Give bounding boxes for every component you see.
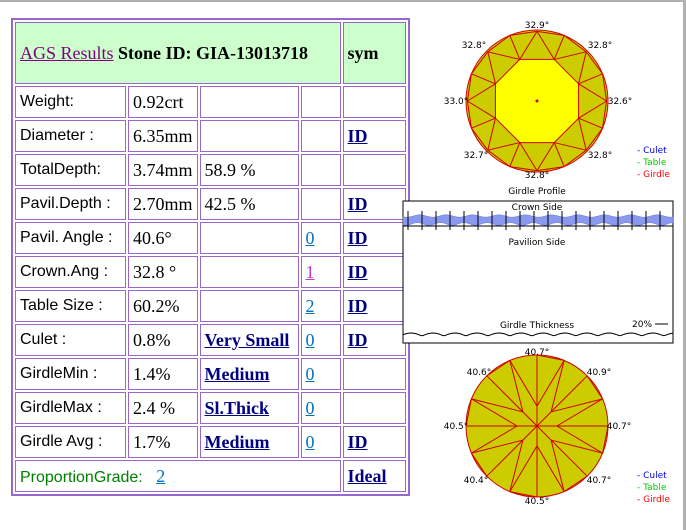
- row-label-cell: Culet :: [15, 324, 126, 356]
- crown-legend-culet: - Culet: [637, 146, 667, 156]
- row-descriptor-cell: [200, 86, 299, 118]
- row-label-cell: Diameter :: [15, 120, 126, 152]
- table-row: [15, 222, 406, 254]
- crown-angle-top-left: 32.8°: [461, 41, 487, 51]
- row-id-cell: [343, 188, 406, 220]
- row-number-cell: [301, 120, 341, 152]
- row-descriptor-cell: [200, 256, 299, 288]
- row-number-cell: [301, 222, 341, 254]
- row-label-cell: Pavil. Angle :: [15, 222, 126, 254]
- crown-diagram-svg: [430, 15, 680, 195]
- crown-angle-right: 32.6°: [607, 97, 633, 107]
- table-row: [15, 426, 406, 458]
- row-id-cell: [343, 358, 406, 390]
- row-label-cell: TotalDepth:: [15, 154, 126, 186]
- table-row: [15, 358, 406, 390]
- pavilion-angle-bottom-left: 40.4°: [463, 476, 489, 486]
- table-row: [15, 324, 406, 356]
- row-id-cell: [343, 392, 406, 424]
- crown-angle-bottom: 32.8°: [524, 171, 550, 181]
- proportion-grade-number-link[interactable]: 2: [156, 465, 166, 486]
- row-value-cell: 40.6°: [128, 222, 198, 254]
- pavilion-diagram: [430, 343, 680, 523]
- row-number-cell: [301, 392, 341, 424]
- pavilion-angle-top-left: 40.6°: [466, 368, 492, 378]
- row-descriptor-link[interactable]: Medium: [204, 363, 270, 384]
- girdle-thickness-scale: 20%: [632, 320, 653, 330]
- row-descriptor-link[interactable]: Medium: [204, 431, 270, 452]
- window-top-border: [0, 0, 686, 2]
- header-cell: [15, 22, 341, 84]
- pavilion-diagram-svg: [430, 343, 680, 523]
- row-label-cell: Table Size :: [15, 290, 126, 322]
- crown-angle-top: 32.9°: [524, 21, 550, 31]
- row-descriptor-link[interactable]: Very Small: [204, 329, 290, 350]
- row-id-cell: [343, 290, 406, 322]
- row-number-cell: [301, 324, 341, 356]
- proportion-grade-value-cell: [343, 460, 406, 492]
- header-row: [15, 22, 406, 84]
- row-value-cell: 32.8 °: [128, 256, 198, 288]
- row-number-cell: [301, 358, 341, 390]
- table-row: [15, 290, 406, 322]
- row-value-cell: 60.2%: [128, 290, 198, 322]
- row-descriptor-cell: [200, 392, 299, 424]
- crown-diagram: [430, 15, 680, 195]
- row-label-cell: GirdleMin :: [15, 358, 126, 390]
- row-number-cell: [301, 154, 341, 186]
- girdle-profile-title: Girdle Profile: [508, 187, 566, 197]
- proportion-grade-cell: [15, 460, 341, 492]
- table-row: [15, 120, 406, 152]
- row-value-cell: 1.7%: [128, 426, 198, 458]
- stone-id-text: Stone ID: GIA-13013718: [118, 43, 309, 63]
- row-number-cell: [301, 256, 341, 288]
- row-id-link[interactable]: ID: [347, 261, 368, 282]
- pavilion-angle-top: 40.7°: [524, 348, 550, 358]
- row-value-cell: 6.35mm: [128, 120, 198, 152]
- row-value-cell: 0.92crt: [128, 86, 198, 118]
- row-id-cell: [343, 256, 406, 288]
- crown-angle-top-right: 32.8°: [587, 41, 613, 51]
- row-number-link[interactable]: 0: [305, 329, 315, 350]
- row-label-cell: Pavil.Depth :: [15, 188, 126, 220]
- row-number-link[interactable]: 1: [305, 261, 315, 282]
- crown-legend-girdle: - Girdle: [637, 170, 670, 180]
- row-descriptor-link[interactable]: Sl.Thick: [204, 397, 270, 418]
- pavilion-angle-right: 40.7°: [606, 422, 632, 432]
- pavilion-side-label: Pavilion Side: [508, 238, 566, 248]
- row-number-link[interactable]: 0: [305, 397, 315, 418]
- row-id-link[interactable]: ID: [347, 193, 368, 214]
- row-label-cell: GirdleMax :: [15, 392, 126, 424]
- proportion-grade-label: ProportionGrade:: [20, 468, 143, 486]
- row-descriptor-cell: 58.9 %: [200, 154, 299, 186]
- results-rows: [15, 86, 406, 458]
- table-row: [15, 392, 406, 424]
- pavilion-legend-girdle: - Girdle: [637, 495, 670, 505]
- crown-side-label: Crown Side: [511, 203, 563, 213]
- row-descriptor-cell: 42.5 %: [200, 188, 299, 220]
- girdle-profile-svg: [400, 183, 676, 345]
- row-number-cell: [301, 290, 341, 322]
- row-id-link[interactable]: ID: [347, 227, 368, 248]
- table-row: [15, 86, 406, 118]
- row-value-cell: 2.70mm: [128, 188, 198, 220]
- row-id-link[interactable]: ID: [347, 125, 368, 146]
- row-id-cell: [343, 324, 406, 356]
- row-value-cell: 3.74mm: [128, 154, 198, 186]
- row-number-cell: [301, 86, 341, 118]
- crown-angle-left: 33.0°: [443, 97, 469, 107]
- pavilion-legend-culet: - Culet: [637, 471, 667, 481]
- ags-results-link[interactable]: AGS Results: [20, 43, 114, 63]
- row-number-cell: [301, 188, 341, 220]
- results-table: [11, 18, 410, 496]
- table-row: [15, 188, 406, 220]
- footer-row: [15, 460, 406, 492]
- row-number-link[interactable]: 0: [305, 363, 315, 384]
- row-descriptor-cell: [200, 222, 299, 254]
- girdle-profile: [400, 183, 676, 345]
- pavilion-angle-bottom: 40.5°: [524, 497, 550, 507]
- girdle-thickness-label: Girdle Thickness: [499, 321, 575, 331]
- row-id-cell: [343, 426, 406, 458]
- crown-angle-bottom-right: 32.8°: [587, 151, 613, 161]
- row-value-cell: 1.4%: [128, 358, 198, 390]
- row-number-link[interactable]: 0: [305, 227, 315, 248]
- row-number-link[interactable]: 0: [305, 431, 315, 452]
- row-id-link[interactable]: ID: [347, 329, 368, 350]
- row-id-link[interactable]: ID: [347, 295, 368, 316]
- row-label-cell: Weight:: [15, 86, 126, 118]
- row-descriptor-cell: [200, 358, 299, 390]
- row-id-cell: [343, 222, 406, 254]
- row-id-cell: [343, 154, 406, 186]
- row-id-cell: [343, 86, 406, 118]
- row-descriptor-cell: [200, 324, 299, 356]
- row-label-cell: Girdle Avg :: [15, 426, 126, 458]
- row-descriptor-cell: [200, 426, 299, 458]
- row-value-cell: 2.4 %: [128, 392, 198, 424]
- row-id-cell: [343, 120, 406, 152]
- row-number-link[interactable]: 2: [305, 295, 315, 316]
- row-number-cell: [301, 426, 341, 458]
- crown-angle-bottom-left: 32.7°: [463, 151, 489, 161]
- sym-header: sym: [343, 22, 406, 84]
- row-value-cell: 0.8%: [128, 324, 198, 356]
- pavilion-angle-left: 40.5°: [443, 422, 469, 432]
- table-row: [15, 256, 406, 288]
- row-id-link[interactable]: ID: [347, 431, 368, 452]
- pavilion-angle-top-right: 40.9°: [586, 368, 612, 378]
- pavilion-angle-bottom-right: 40.7°: [586, 476, 612, 486]
- row-descriptor-cell: [200, 290, 299, 322]
- proportion-grade-link[interactable]: Ideal: [347, 465, 387, 486]
- row-descriptor-cell: [200, 120, 299, 152]
- pavilion-legend-table: - Table: [637, 483, 667, 493]
- row-label-cell: Crown.Ang :: [15, 256, 126, 288]
- crown-legend-table: - Table: [637, 158, 667, 168]
- table-row: [15, 154, 406, 186]
